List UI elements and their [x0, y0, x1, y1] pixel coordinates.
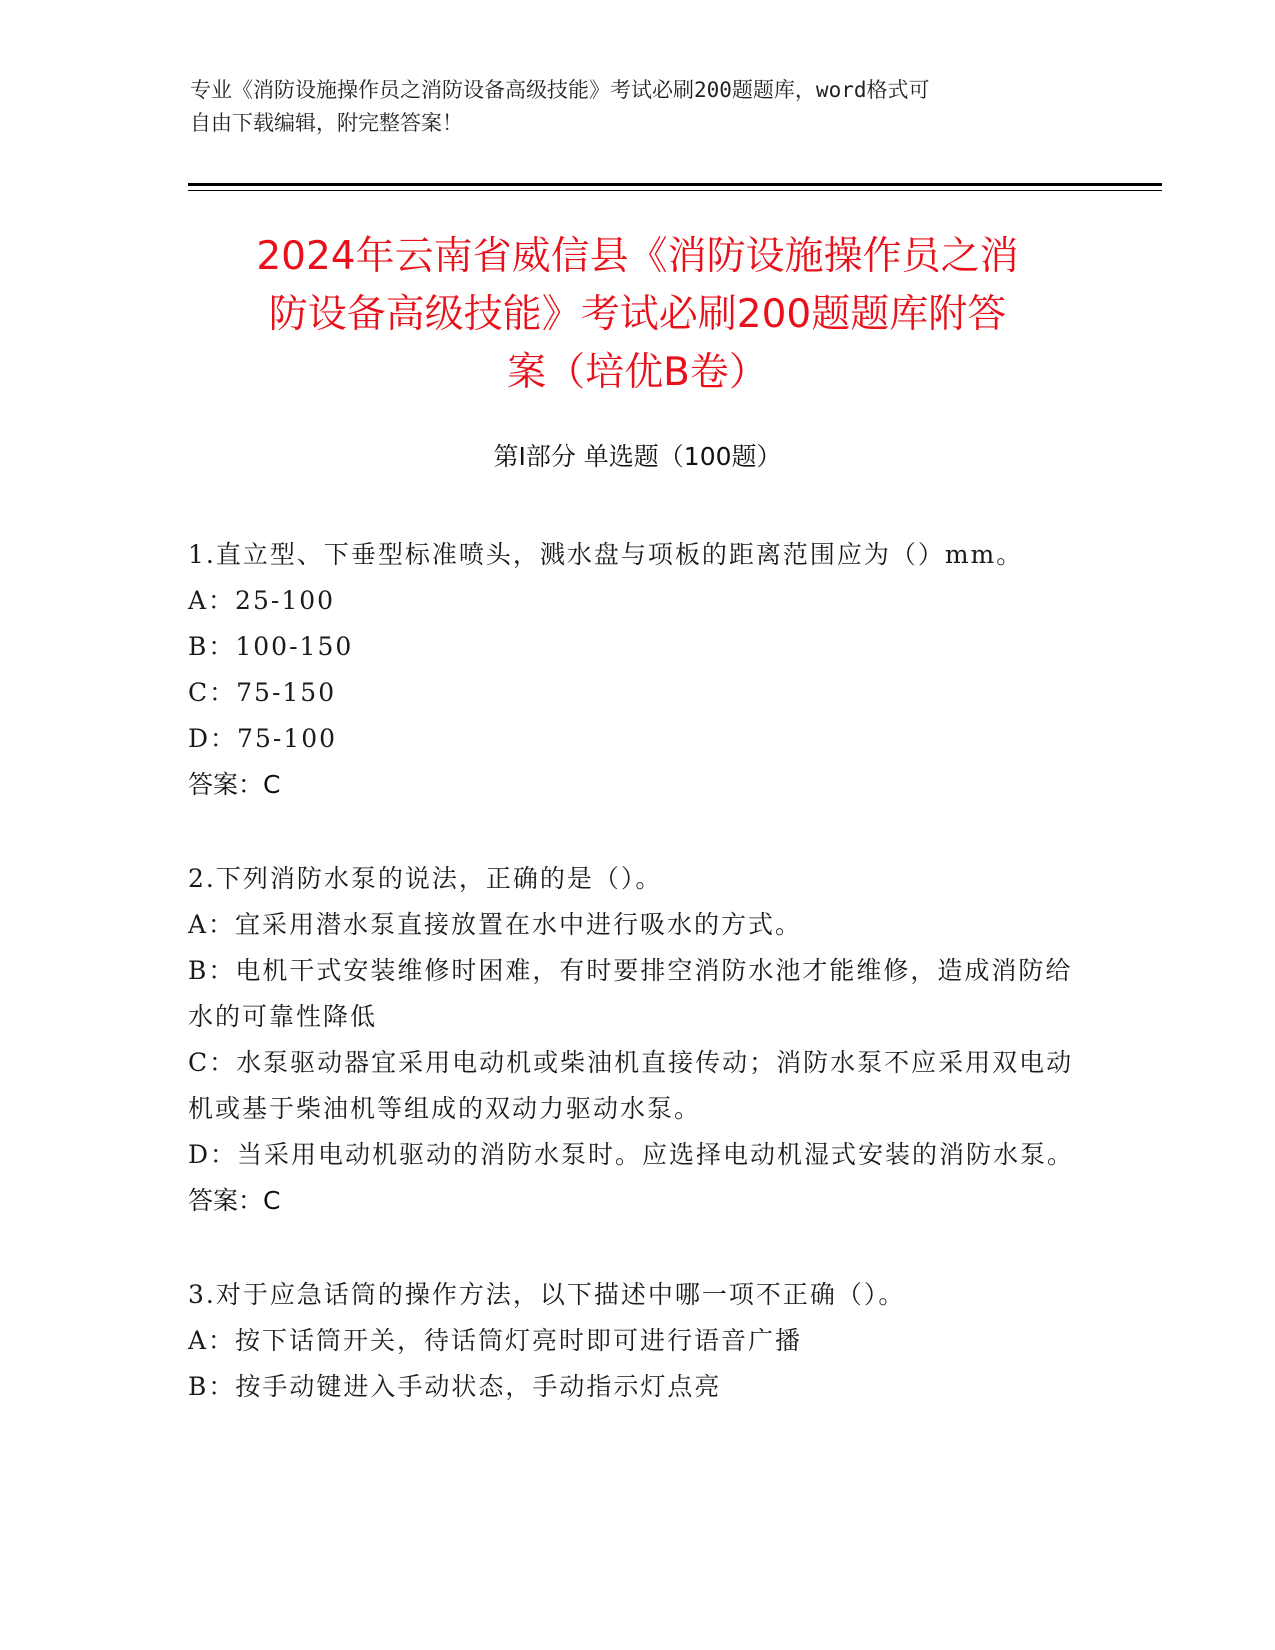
header-note-line-2: 自由下载编辑，附完整答案！ — [190, 111, 463, 135]
document-title-line-1: 2024年云南省威信县《消防设施操作员之消 — [256, 234, 1019, 279]
document-title-line-2: 防设备高级技能》考试必刷200题题库附答 — [268, 292, 1007, 337]
option-a: A：按下话筒开关，待话筒灯亮时即可进行语音广播 — [188, 1326, 803, 1355]
question-1 — [188, 532, 1083, 808]
question-2 — [188, 856, 1083, 1224]
option-a: A：宜采用潜水泵直接放置在水中进行吸水的方式。 — [188, 910, 803, 939]
question-stem: 3.对于应急话筒的操作方法，以下描述中哪一项不正确（）。 — [188, 1280, 906, 1309]
option-b: B：电机干式安装维修时困难，有时要排空消防水池才能维修，造成消防给水的可靠性降低 — [188, 956, 1073, 1031]
section-title: 第Ⅰ部分 单选题（100题） — [493, 442, 782, 471]
option-d: D：当采用电动机驱动的消防水泵时。应选择电动机湿式安装的消防水泵。 — [188, 1140, 1075, 1169]
header-note — [190, 74, 1090, 140]
option-c: C：水泵驱动器宜采用电动机或柴油机直接传动；消防水泵不应采用双电动机或基于柴油机等组成的双动力驱动水泵。 — [188, 1048, 1074, 1123]
option-b: B：按手动键进入手动状态，手动指示灯点亮 — [188, 1372, 722, 1401]
option-a: A：25-100 — [188, 586, 336, 615]
answer-label: 答案：C — [188, 770, 281, 799]
header-divider-thin — [188, 190, 1162, 191]
document-title-line-3: 案（培优B卷） — [507, 350, 768, 395]
document-title — [188, 228, 1087, 402]
option-d: D：75-100 — [188, 724, 338, 753]
question-3 — [188, 1272, 1083, 1410]
question-stem: 2.下列消防水泵的说法，正确的是（）。 — [188, 864, 663, 893]
header-divider-thick — [188, 183, 1162, 186]
option-c: C：75-150 — [188, 678, 337, 707]
question-list — [188, 532, 1083, 1458]
question-stem: 1.直立型、下垂型标准喷头，溅水盘与项板的距离范围应为（）mm。 — [188, 540, 1024, 569]
answer-label: 答案：C — [188, 1186, 281, 1215]
option-b: B：100-150 — [188, 632, 354, 661]
header-note-line-1: 专业《消防设施操作员之消防设备高级技能》考试必刷200题题库，word格式可 — [190, 78, 930, 102]
